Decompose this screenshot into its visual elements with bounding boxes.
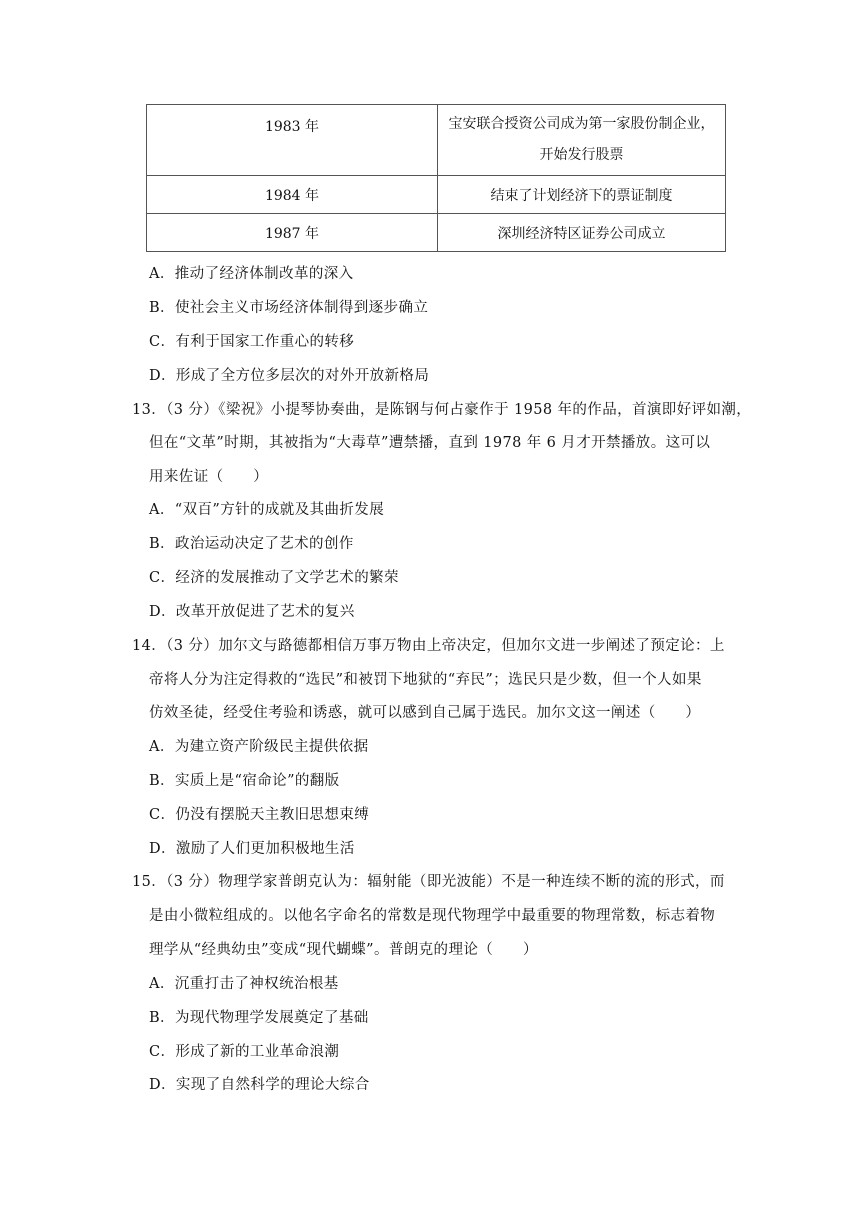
q14-stem-line: 仿效圣徒，经受住考验和诱惑，就可以感到自己属于选民。加尔文这一阐述（ ） — [149, 705, 701, 721]
q14-stem-line: 帝将人分为注定得救的“选民”和被罚下地狱的“弃民”；选民只是少数，但一个人如果 — [149, 672, 702, 688]
q12-option-d: D．形成了全方位多层次的对外开放新格局 — [149, 368, 430, 384]
q13-option-d: D．改革开放促进了艺术的复兴 — [149, 604, 355, 620]
q14-option-d: D．激励了人们更加积极地生活 — [149, 841, 355, 857]
q15-stem-line: 15．（3 分）物理学家普朗克认为：辐射能（即光波能）不是一种连续不断的流的形式，而 — [132, 874, 725, 890]
q14-option-b: B．实质上是“宿命论”的翻版 — [149, 773, 340, 789]
q13-option-c: C．经济的发展推动了文学艺术的繁荣 — [149, 570, 399, 586]
table-row — [147, 105, 726, 176]
q15-option-a: A．沉重打击了神权统治根基 — [149, 976, 339, 992]
q15-stem-line: 理学从“经典幼虫”变成“现代蝴蝶”。普朗克的理论（ ） — [149, 942, 538, 958]
q14-option-c: C．仍没有摆脱天主教旧思想束缚 — [149, 807, 370, 823]
event-cell — [438, 105, 726, 176]
year-cell: 1983 年 — [147, 105, 438, 176]
q12-option-a: A．推动了经济体制改革的深入 — [149, 266, 354, 282]
q15-option-c: C．形成了新的工业革命浪潮 — [149, 1044, 340, 1060]
q15-option-d: D．实现了自然科学的理论大综合 — [149, 1077, 370, 1093]
q13-option-a: A．“双百”方针的成就及其曲折发展 — [149, 502, 385, 518]
q14-option-a: A．为建立资产阶级民主提供依据 — [149, 739, 369, 755]
q13-stem-line: 13．（3 分）《梁祝》小提琴协奏曲，是陈钢与何占豪作于 1958 年的作品，首演即好评如潮， — [132, 402, 752, 418]
table-row — [147, 176, 726, 214]
event-cell: 深圳经济特区证券公司成立 — [438, 214, 726, 252]
events-table — [146, 104, 726, 252]
year-cell: 1987 年 — [147, 214, 438, 252]
table-row — [147, 214, 726, 252]
q14-stem-line: 14．（3 分）加尔文与路德都相信万事万物由上帝决定，但加尔文进一步阐述了预定论：上 — [132, 638, 725, 654]
q13-option-b: B．政治运动决定了艺术的创作 — [149, 536, 354, 552]
q15-stem-line: 是由小微粒组成的。以他名字命名的常数是现代物理学中最重要的物理常数，标志着物 — [149, 908, 716, 924]
q13-stem-line: 但在“文革”时期，其被指为“大毒草”遭禁播，直到 1978 年 6 月才开禁播放。这可以 — [149, 435, 711, 451]
q15-option-b: B．为现代物理学发展奠定了基础 — [149, 1010, 369, 1026]
event-line: 宝安联合授资公司成为第一家股份制企业， — [448, 116, 715, 132]
year-cell: 1984 年 — [147, 176, 438, 214]
q12-option-c: C．有利于国家工作重心的转移 — [149, 334, 355, 350]
q12-option-b: B．使社会主义市场经济体制得到逐步确立 — [149, 300, 429, 316]
event-line: 开始发行股票 — [539, 147, 624, 163]
q13-stem-line: 用来佐证（ ） — [149, 469, 269, 485]
event-cell: 结束了计划经济下的票证制度 — [438, 176, 726, 214]
